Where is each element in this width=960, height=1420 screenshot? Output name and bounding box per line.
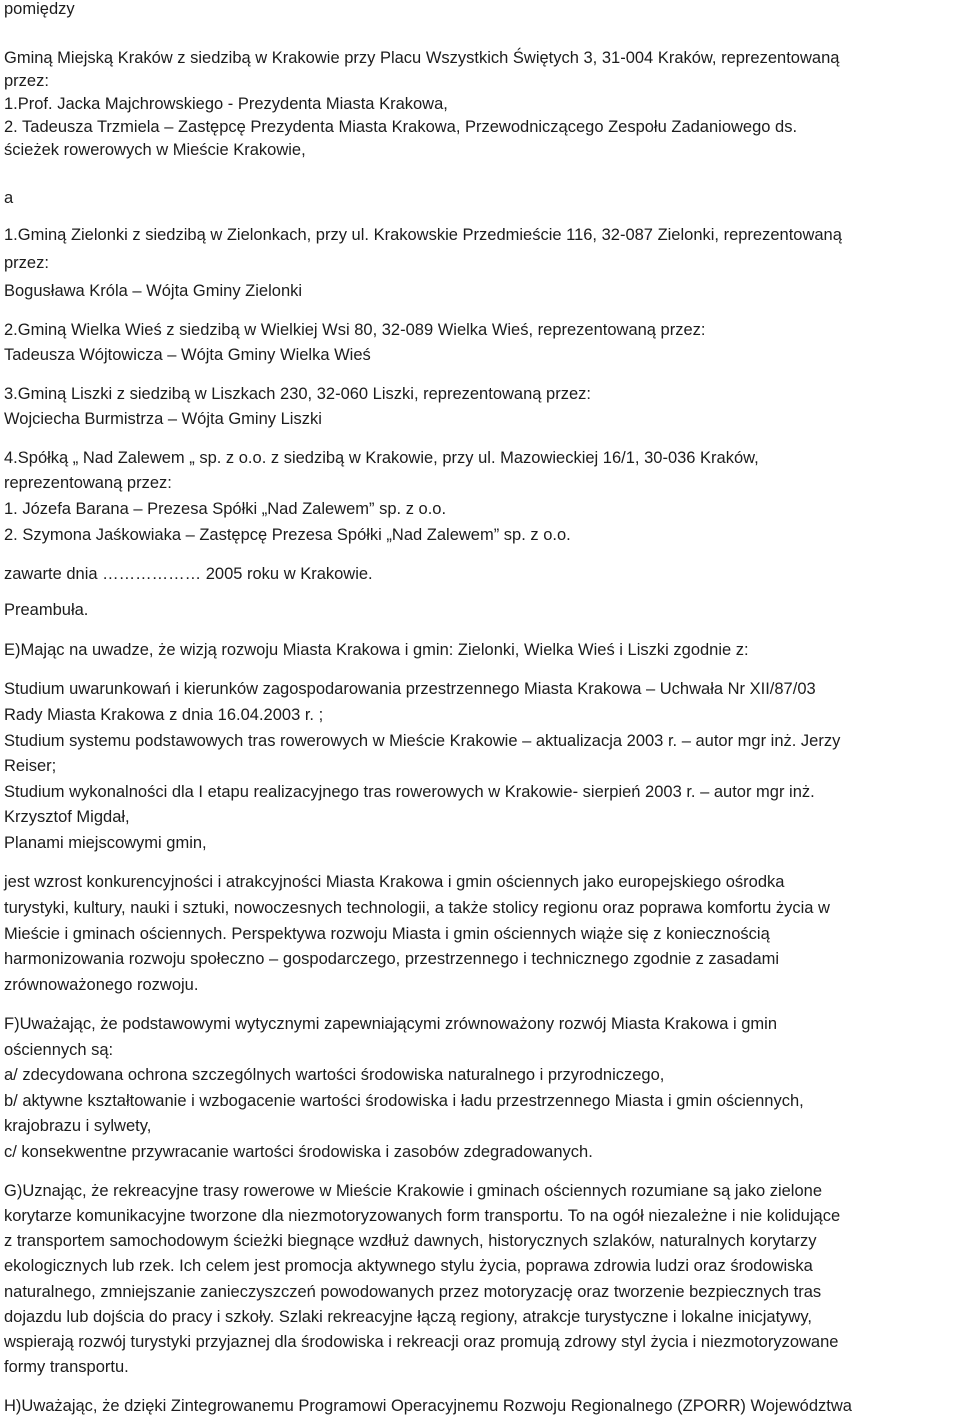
text-line: Krzysztof Migdał,: [4, 808, 130, 826]
text-line: reprezentowaną przez:: [4, 474, 172, 492]
text-line: E)Mając na uwadze, że wizją rozwoju Miasta Krakowa i gmin: Zielonki, Wielka Wieś i Liszki zgodnie z:: [4, 641, 749, 659]
text-line: pomiędzy: [4, 0, 75, 18]
text-line: zawarte dnia ……………… 2005 roku w Krakowie.: [4, 565, 373, 583]
text-line: zrównoważonego rozwoju.: [4, 976, 199, 994]
text-line: Preambuła.: [4, 601, 89, 619]
text-line: Studium systemu podstawowych tras rowerowych w Mieście Krakowie – aktualizacja 2003 r. – autor mgr inż. Jerzy: [4, 732, 841, 750]
text-line: ścieżek rowerowych w Mieście Krakowie,: [4, 141, 306, 159]
text-line: 1. Józefa Barana – Prezesa Spółki „Nad Zalewem” sp. z o.o.: [4, 500, 447, 518]
text-line: ościennych są:: [4, 1041, 114, 1059]
text-line: wspierają rozwój turystyki przyjaznej dla środowiska i rekreacji oraz promują zdrowy styl życia i niezmotoryzowane: [4, 1333, 839, 1351]
text-line: Reiser;: [4, 757, 57, 775]
text-line: 3.Gminą Liszki z siedzibą w Liszkach 230, 32-060 Liszki, reprezentowaną przez:: [4, 385, 591, 403]
text-line: 1.Prof. Jacka Majchrowskiego - Prezydenta Miasta Krakowa,: [4, 95, 448, 113]
text-line: Planami miejscowymi gmin,: [4, 834, 207, 852]
text-line: dojazdu lub dojścia do pracy i szkoły. Szlaki rekreacyjne łączą regiony, atrakcje turystyczne i lokalne inicjatywy,: [4, 1308, 812, 1326]
text-line: 4.Spółką „ Nad Zalewem „ sp. z o.o. z siedzibą w Krakowie, przy ul. Mazowieckiej 16/1, 30-036 Kraków,: [4, 449, 759, 467]
text-line: z transportem samochodowym ścieżki biegnące wzdłuż dawnych, historycznych szlaków, naturalnych korytarzy: [4, 1232, 817, 1250]
text-line: 2. Tadeusza Trzmiela – Zastępcę Prezydenta Miasta Krakowa, Przewodniczącego Zespołu Zadaniowego ds.: [4, 118, 798, 136]
text-line: Studium uwarunkowań i kierunków zagospodarowania przestrzennego Miasta Krakowa – Uchwała Nr XII/87/03: [4, 680, 816, 698]
text-line: Wojciecha Burmistrza – Wójta Gminy Liszki: [4, 410, 322, 428]
text-line: Gminą Miejską Kraków z siedzibą w Krakowie przy Placu Wszystkich Świętych 3, 31-004 Kraków, reprezentowaną: [4, 49, 840, 67]
text-line: ekologicznych lub rzek. Ich celem jest promocja aktywnego stylu życia, poprawa zdrowia ludzi oraz środowiska: [4, 1257, 813, 1275]
text-line: harmonizowania rozwoju społeczno – gospodarczego, przestrzennego i technicznego zgodnie z zasadami: [4, 950, 780, 968]
text-line: korytarze komunikacyjne tworzone dla niezmotoryzowanych form transportu. To na ogół niezależne i nie kolidujące: [4, 1207, 841, 1225]
text-line: H)Uważając, że dzięki Zintegrowanemu Programowi Operacyjnemu Rozwoju Regionalnego (ZPORR) Województwa: [4, 1397, 852, 1415]
text-line: c/ konsekwentne przywracanie wartości środowiska i zasobów zdegradowanych.: [4, 1143, 593, 1161]
text-line: przez:: [4, 254, 49, 272]
text-line: b/ aktywne kształtowanie i wzbogacenie wartości środowiska i ładu przestrzennego Miasta i gmin ościennych,: [4, 1092, 804, 1110]
text-line: Mieście i gminach ościennych. Perspektywa rozwoju Miasta i gmin ościennych wiąże się z koniecznością: [4, 925, 770, 943]
text-line: naturalnego, zmniejszanie zanieczyszczeń powodowanych przez motoryzację oraz tworzenie bezpiecznych tras: [4, 1283, 822, 1301]
text-line: 1.Gminą Zielonki z siedzibą w Zielonkach, przy ul. Krakowskie Przedmieście 116, 32-087 Zielonki, reprezentowaną: [4, 226, 842, 244]
text-line: 2.Gminą Wielka Wieś z siedzibą w Wielkiej Wsi 80, 32-089 Wielka Wieś, reprezentowaną przez:: [4, 321, 706, 339]
text-line: jest wzrost konkurencyjności i atrakcyjności Miasta Krakowa i gmin ościennych jako europejskiego ośrodka: [4, 873, 785, 891]
text-line: a/ zdecydowana ochrona szczególnych wartości środowiska naturalnego i przyrodniczego,: [4, 1066, 665, 1084]
text-line: G)Uznając, że rekreacyjne trasy rowerowe w Mieście Krakowie i gminach ościennych rozumiane są jako zielone: [4, 1182, 823, 1200]
text-line: formy transportu.: [4, 1358, 129, 1376]
text-line: F)Uważając, że podstawowymi wytycznymi zapewniającymi zrównoważony rozwój Miasta Krakowa i gmin: [4, 1015, 778, 1033]
text-line: 2. Szymona Jaśkowiaka – Zastępcę Prezesa Spółki „Nad Zalewem” sp. z o.o.: [4, 526, 571, 544]
text-line: Studium wykonalności dla I etapu realizacyjnego tras rowerowych w Krakowie- sierpień 2003 r. – autor mgr inż.: [4, 783, 815, 801]
text-line: przez:: [4, 72, 49, 90]
text-line: a: [4, 189, 14, 207]
text-line: Tadeusza Wójtowicza – Wójta Gminy Wielka Wieś: [4, 346, 371, 364]
text-line: turystyki, kultury, nauki i sztuki, nowoczesnych technologii, a także stolicy regionu oraz poprawa komfortu życia w: [4, 899, 830, 917]
text-line: Bogusława Króla – Wójta Gminy Zielonki: [4, 282, 303, 300]
text-line: Rady Miasta Krakowa z dnia 16.04.2003 r. ;: [4, 706, 324, 724]
text-line: krajobrazu i sylwety,: [4, 1117, 152, 1135]
